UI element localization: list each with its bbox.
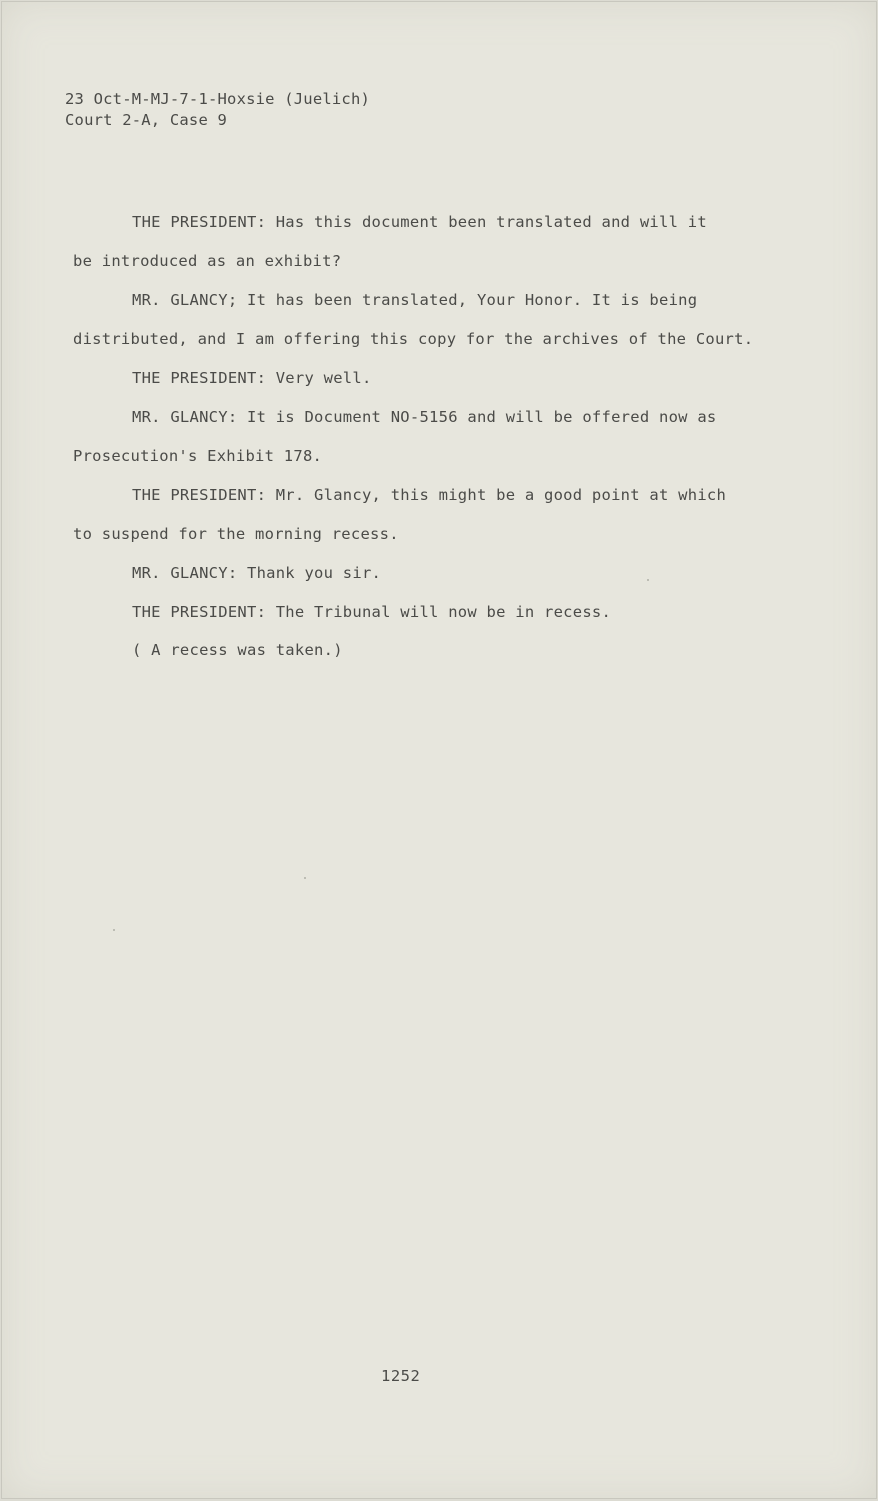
page-number: 1252 — [381, 1367, 421, 1385]
transcript-line: MR. GLANCY: Thank you sir. — [132, 564, 382, 582]
header-court-line: Court 2-A, Case 9 — [65, 111, 228, 129]
paper-speck — [304, 877, 306, 879]
transcript-line: ( A recess was taken.) — [132, 641, 343, 659]
transcript-line: distributed, and I am offering this copy for the archives of the Court. — [73, 330, 754, 348]
transcript-line: Prosecution's Exhibit 178. — [73, 447, 323, 465]
paper-speck — [113, 929, 115, 931]
transcript-line: MR. GLANCY; It has been translated, Your Honor. It is being — [132, 291, 698, 309]
transcript-line: THE PRESIDENT: The Tribunal will now be in recess. — [132, 603, 612, 621]
document-page — [1, 1, 877, 1499]
transcript-line: be introduced as an exhibit? — [73, 252, 342, 270]
paper-speck — [647, 579, 649, 581]
transcript-line: THE PRESIDENT: Very well. — [132, 369, 372, 387]
transcript-line: THE PRESIDENT: Has this document been translated and will it — [132, 213, 707, 231]
transcript-line: THE PRESIDENT: Mr. Glancy, this might be a good point at which — [132, 486, 727, 504]
transcript-line: to suspend for the morning recess. — [73, 525, 399, 543]
header-session-line: 23 Oct-M-MJ-7-1-Hoxsie (Juelich) — [65, 90, 371, 108]
transcript-line: MR. GLANCY: It is Document NO-5156 and will be offered now as — [132, 408, 717, 426]
